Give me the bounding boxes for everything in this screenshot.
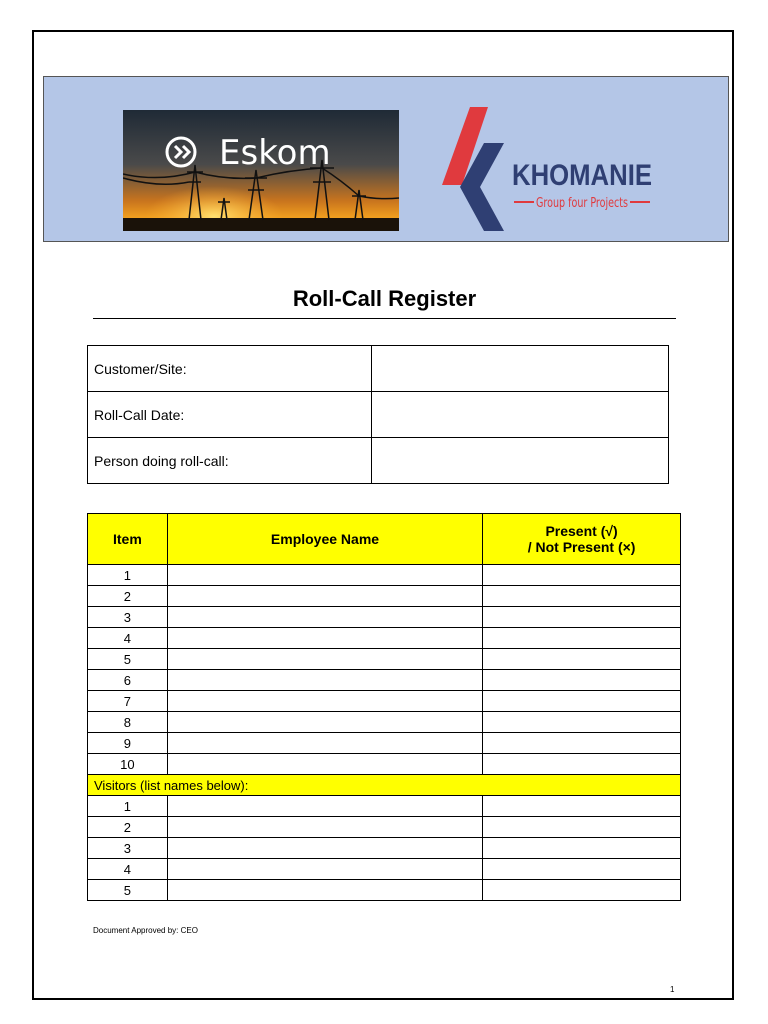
info-label: Roll-Call Date: [88,392,372,438]
present-header-line2: / Not Present (×) [527,539,636,555]
visitor-item-number: 2 [88,817,168,838]
visitor-item-number: 5 [88,880,168,901]
employee-present-cell[interactable] [483,691,681,712]
employee-row [88,712,681,733]
visitor-present-cell[interactable] [483,859,681,880]
employee-item-number: 8 [88,712,168,733]
info-row-roll-call-date [88,392,669,438]
khomanie-logo [440,107,660,233]
employee-present-cell[interactable] [483,712,681,733]
present-column-header [483,514,681,565]
employee-row [88,586,681,607]
employee-name-cell[interactable] [167,649,482,670]
visitor-name-cell[interactable] [167,838,482,859]
employee-present-cell[interactable] [483,670,681,691]
employee-row [88,670,681,691]
employee-row [88,607,681,628]
visitor-name-cell[interactable] [167,859,482,880]
visitor-row [88,838,681,859]
employee-name-cell[interactable] [167,733,482,754]
employee-item-number: 4 [88,628,168,649]
khomanie-tagline: Group four Projects [536,196,629,211]
logo-banner [43,76,729,242]
employee-row [88,649,681,670]
visitor-present-cell[interactable] [483,796,681,817]
employee-present-cell[interactable] [483,565,681,586]
info-table [87,345,669,484]
visitor-item-number: 1 [88,796,168,817]
employee-item-number: 5 [88,649,168,670]
visitor-rows [88,796,681,901]
employee-present-cell[interactable] [483,586,681,607]
page-number: 1 [670,985,675,994]
visitor-item-number: 3 [88,838,168,859]
document-page [32,30,734,1000]
employee-present-cell[interactable] [483,628,681,649]
person-doing-roll-call-field[interactable] [372,438,669,484]
eskom-wordmark: Eskom [219,133,331,173]
visitor-item-number: 4 [88,859,168,880]
employee-name-cell[interactable] [167,586,482,607]
visitor-present-cell[interactable] [483,838,681,859]
customer-site-field[interactable] [372,346,669,392]
present-header-line1: Present (√) [545,523,618,539]
approval-note: Document Approved by: CEO [93,926,198,935]
khomanie-wordmark: KHOMANIE [512,159,652,192]
visitor-name-cell[interactable] [167,796,482,817]
info-label: Person doing roll-call: [88,438,372,484]
employee-row [88,733,681,754]
employee-row [88,754,681,775]
employee-present-cell[interactable] [483,607,681,628]
item-column-header: Item [88,514,168,565]
employee-item-number: 7 [88,691,168,712]
employee-row [88,691,681,712]
employee-present-cell[interactable] [483,733,681,754]
employee-present-cell[interactable] [483,649,681,670]
employee-item-number: 1 [88,565,168,586]
visitor-row [88,817,681,838]
employee-row [88,565,681,586]
employee-item-number: 9 [88,733,168,754]
register-header-row [88,514,681,565]
info-row-customer-site [88,346,669,392]
employee-present-cell[interactable] [483,754,681,775]
employee-item-number: 2 [88,586,168,607]
employee-name-cell[interactable] [167,712,482,733]
page-title: Roll-Call Register [93,286,676,319]
employee-name-cell[interactable] [167,754,482,775]
visitor-present-cell[interactable] [483,817,681,838]
visitor-present-cell[interactable] [483,880,681,901]
roll-call-date-field[interactable] [372,392,669,438]
visitors-header-row [88,775,681,796]
employee-name-cell[interactable] [167,565,482,586]
eskom-logo [123,110,399,231]
employee-name-cell[interactable] [167,628,482,649]
employee-rows [88,565,681,775]
employee-name-cell[interactable] [167,670,482,691]
employee-name-cell[interactable] [167,607,482,628]
visitor-row [88,880,681,901]
employee-item-number: 3 [88,607,168,628]
employee-row [88,628,681,649]
info-row-person [88,438,669,484]
register-table [87,513,681,901]
visitor-row [88,859,681,880]
employee-name-cell[interactable] [167,691,482,712]
info-label: Customer/Site: [88,346,372,392]
visitor-name-cell[interactable] [167,817,482,838]
employee-item-number: 6 [88,670,168,691]
visitors-section [88,775,681,796]
employee-name-column-header: Employee Name [167,514,482,565]
employee-item-number: 10 [88,754,168,775]
visitor-name-cell[interactable] [167,880,482,901]
visitors-label: Visitors (list names below): [88,775,681,796]
visitor-row [88,796,681,817]
